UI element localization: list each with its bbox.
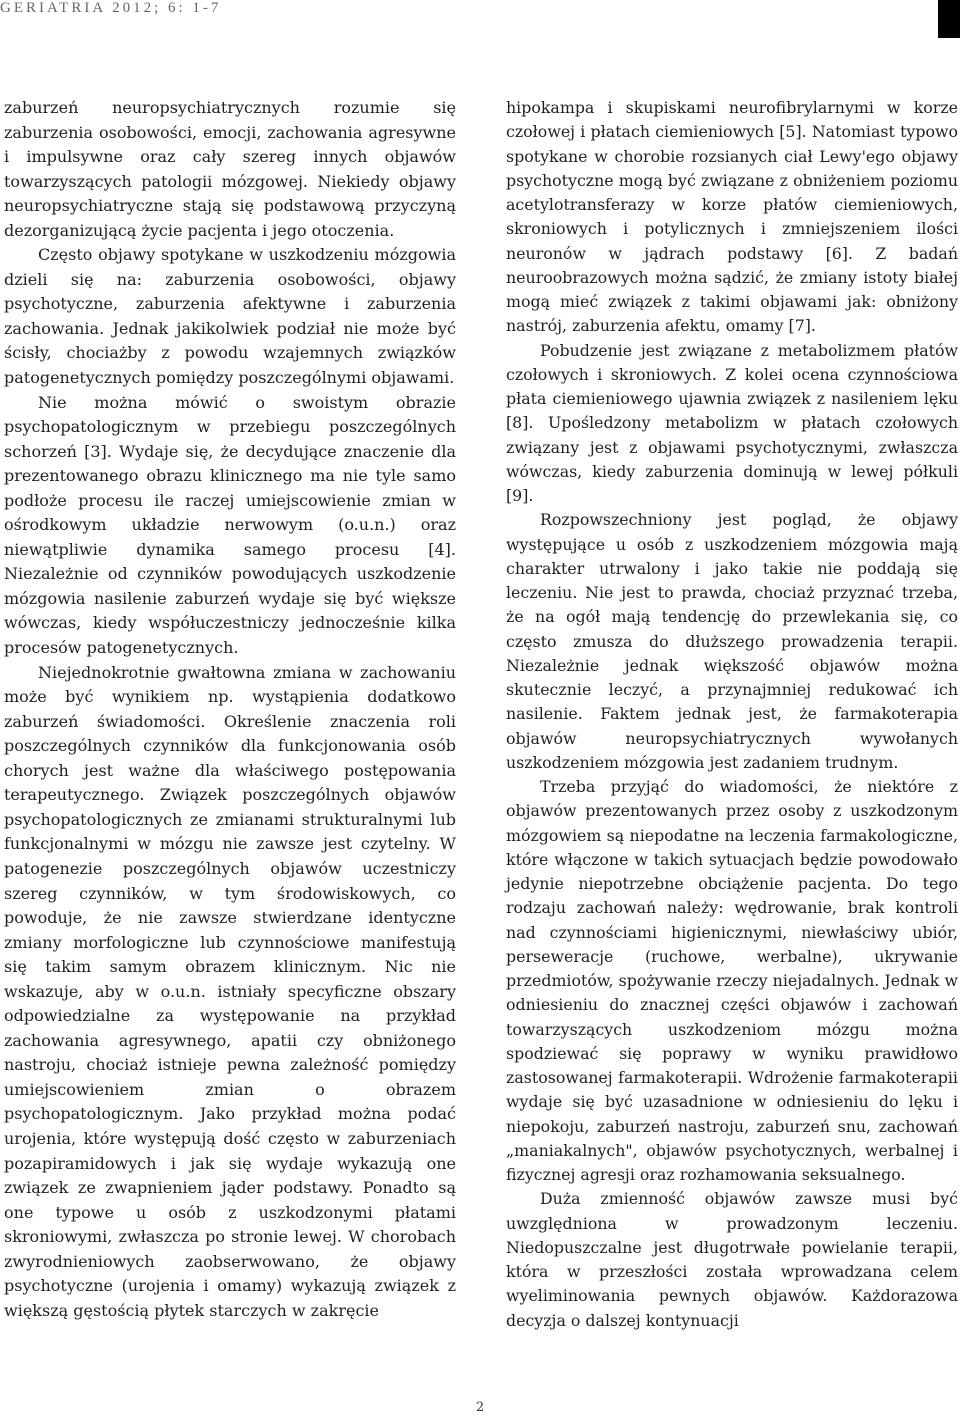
paragraph: Rozpowszechniony jest pogląd, że objawy występujące u osób z uszkodzeniem mózgowia mają charakter utrwalony i jako takie nie poddają się leczeniu. Nie jest to prawda, chociaż przyznać trzeba, że na ogół mają tendencję do przewlekania się, co często zmusza do dłuższego prowadzenia terapii. Niezależnie jednak większość objawów można skutecznie leczyć, a przynajmniej redukować ich nasilenie. Faktem jednak jest, że farmakoterapia objawów neuropsychiatrycznych wywołanych uszkodzeniem mózgowia jest zadaniem trudnym. <box>506 510 958 772</box>
right-text-column <box>506 96 958 1333</box>
page-number: 2 <box>475 1400 485 1415</box>
left-text-column <box>4 96 456 1323</box>
paragraph: hipokampa i skupiskami neurofibrylarnymi w korze czołowej i płatach ciemieniowych [5]. Natomiast typowo spotykane w chorobie rozsianych ciał Lewy'ego objawy psychotyczne mogą być związane z obniżeniem poziomu acetylotransferazy w korze płatów ciemieniowych, skroniowych i potylicznych i zmniejszeniem ilości neuronów w jądrach podstawy [6]. Z badań neuroobrazowych można sądzić, że zmiany istoty białej mogą mieć związek z takimi objawami jak: obniżony nastrój, zaburzenia afektu, omamy [7]. <box>506 98 958 336</box>
paragraph: Trzeba przyjąć do wiadomości, że niektóre z objawów prezentowanych przez osoby z uszkodzonym mózgowiem są niepodatne na leczenia farmakologiczne, które włączone w takich sytuacjach będzie powodowało jedynie niepotrzebne obciążenie pacjenta. Do tego rodzaju zachowań należy: wędrowanie, brak kontroli nad czynnościami higienicznymi, niewłaściwy ubiór, perseweracje (ruchowe, werbalne), ukrywanie przedmiotów, spożywanie rzeczy niejadalnych. Jednak w odniesieniu do znacznej części objawów i zachowań towarzyszących uszkodzeniom mózgu można spodziewać się poprawy w wyniku prawidłowo zastosowanej farmakoterapii. Wdrożenie farmakoterapii wydaje się być uzasadnione w odniesieniu do lęku i niepokoju, zaburzeń nastroju, zaburzeń snu, zachowań „maniakalnych", objawów psychotycznych, werbalnej i fizycznej agresji oraz rozhamowania seksualnego. <box>506 777 958 1184</box>
paragraph: Duża zmienność objawów zawsze musi być uwzględniona w prowadzonym leczeniu. Niedopuszczalne jest długotrwałe powielanie terapii, która w przeszłości została wprowadzana celem wyeliminowania pewnych objawów. Każdorazowa decyzja o dalszej kontynuacji <box>506 1189 958 1330</box>
paragraph: zaburzeń neuropsychiatrycznych rozumie się zaburzenia osobowości, emocji, zachowania agresywne i impulsywne oraz cały szereg innych objawów towarzyszących patologii mózgowej. Niekiedy objawy neuropsychiatryczne stają się podstawową przyczyną dezorganizującą życie pacjenta i jego otoczenia. <box>4 98 456 240</box>
paragraph: Pobudzenie jest związane z metabolizmem płatów czołowych i skroniowych. Z kolei ocena czynnościowa płata ciemieniowego ujawnia związek z nasileniem lęku [8]. Upośledzony metabolizm w płatach czołowych związany jest z objawami psychotycznymi, zwłaszcza wówczas, kiedy zaburzenia dominują w lewej półkuli [9]. <box>506 340 958 505</box>
paragraph: Często objawy spotykane w uszkodzeniu mózgowia dzieli się na: zaburzenia osobowości, objawy psychotyczne, zaburzenia afektywne i zaburzenia zachowania. Jednak jakikolwiek podział nie może być ścisły, chociażby z powodu wzajemnych związków patogenetycznych pomiędzy poszczególnymi objawami. <box>4 245 456 388</box>
paragraph: Nie można mówić o swoistym obrazie psychopatologicznym w przebiegu poszczególnych schorzeń [3]. Wydaje się, że decydujące znaczenie dla prezentowanego obrazu klinicznego ma nie tyle samo podłoże procesu ile raczej umiejscowienie zmian w ośrodkowym układzie nerwowym (o.u.n.) oraz niewątpliwie dynamika samego procesu [4]. Niezależnie od czynników powodujących uszkodzenie mózgowia nasilenie zaburzeń wydaje się być większe wówczas, kiedy współuczestniczy jednocześnie kilka procesów patogenetycznych. <box>4 392 456 658</box>
running-header: GERIATRIA 2012; 6: 1-7 <box>0 0 222 16</box>
corner-tab-marker <box>938 0 960 38</box>
paragraph: Niejednokrotnie gwałtowna zmiana w zachowaniu może być wynikiem np. wystąpienia dodatkowo zaburzeń świadomości. Określenie znaczenia roli poszczególnych czynników dla funkcjonowania osób chorych jest ważne dla właściwego postępowania terapeutycznego. Związek poszczególnych objawów psychopatologicznych ze zmianami strukturalnymi lub funkcjonalnymi w mózgu nie zawsze jest czytelny. W patogenezie poszczególnych objawów uczestniczy szereg czynników, w tym środowiskowych, co powoduje, że nie zawsze stwierdzane identyczne zmiany morfologiczne lub czynnościowe manifestują się takim samym obrazem klinicznym. Nic nie wskazuje, aby w o.u.n. istniały specyficzne obszary odpowiedzialne za występowanie na przykład zachowania agresywnego, apatii czy obniżonego nastroju, chociaż istnieje pewna zależność pomiędzy umiejscowieniem zmian o obrazem psychopatologicznym. Jako przykład można podać urojenia, które występują dość często w zaburzeniach pozapiramidowych i jak się wydaje wykazują one związek ze zwapnieniem jąder podstawy. Ponadto są one typowe u osób z uszkodzonymi płatami skroniowymi, zwłaszcza po stronie lewej. W chorobach zwyrodnieniowych zaobserwowano, że objawy psychotyczne (urojenia i omamy) wykazują związek z większą gęstością płytek starczych w zakręcie <box>4 662 456 1320</box>
